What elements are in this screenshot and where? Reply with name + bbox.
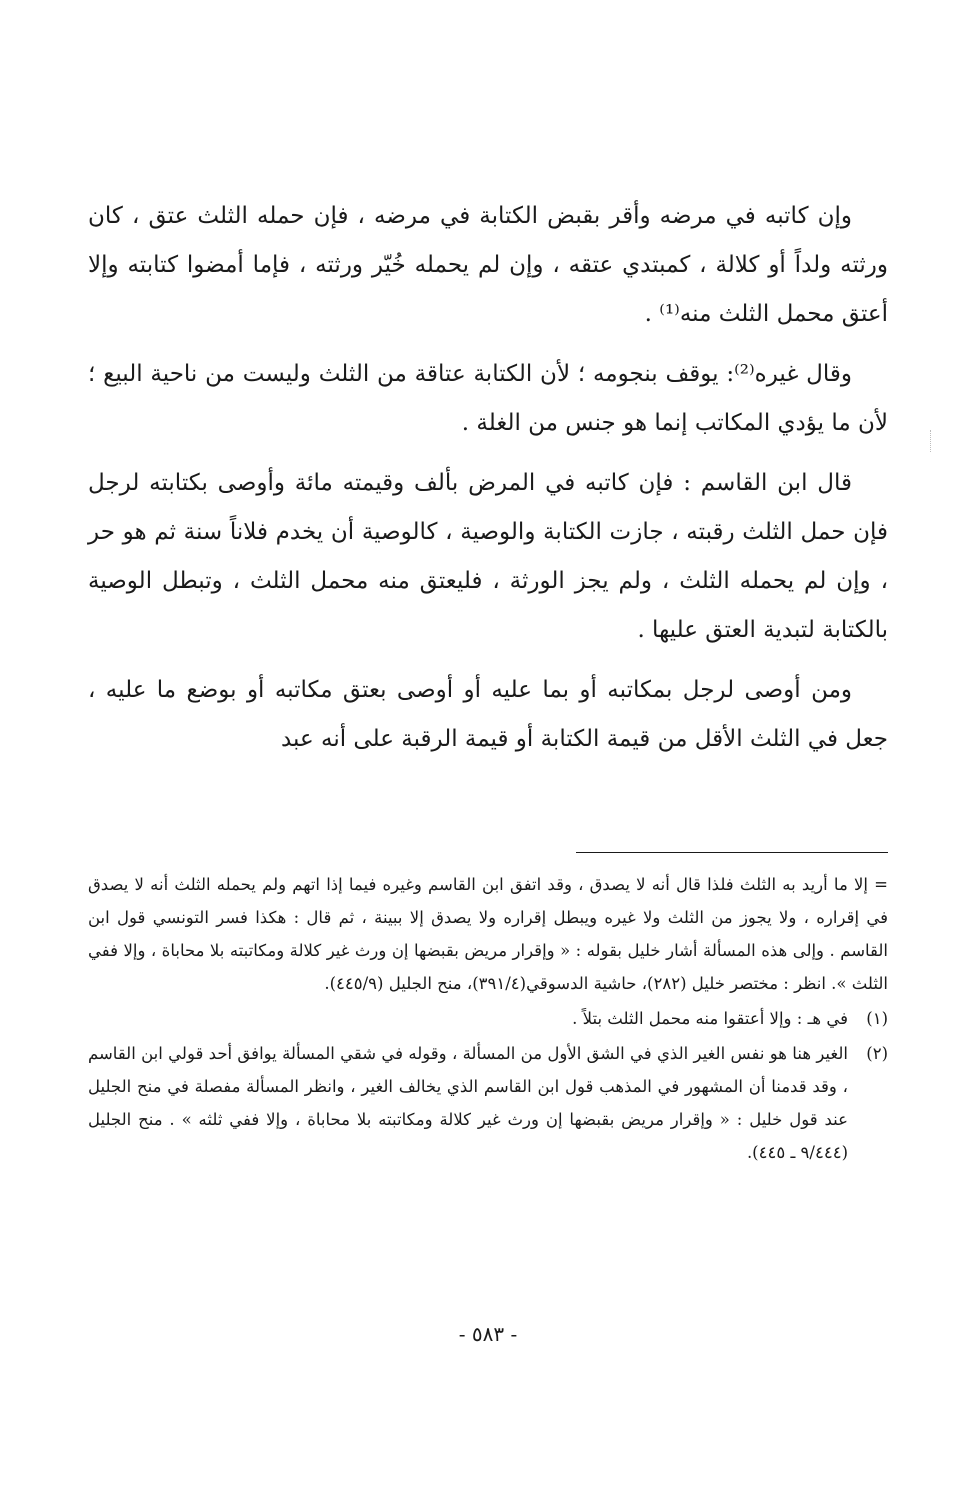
main-text	[88, 192, 888, 775]
main-paragraph-4: ومن أوصى لرجل بمكاتبه أو بما عليه أو أوصى بعتق مكاتبه أو بوضع ما عليه ، جعل في الثلث الأقل من قيمة الكتابة أو قيمة الرقبة على أنه عبد	[88, 677, 888, 752]
footnote-number: (١)	[866, 1009, 888, 1028]
footnote-2	[88, 1037, 888, 1169]
footnotes	[88, 868, 888, 1169]
main-paragraph-3: قال ابن القاسم : فإن كاتبه في المرض بألف وقيمته مائة وأوصى بكتابته لرجل فإن حمل الثلث رقبته ، جازت الكتابة والوصية ، كالوصية أن يخدم فلاناً سنة ثم هو حر ، وإن لم يحمله الثلث ، ولم يجز الورثة ، فليعتق منه محمل الثلث ، وتبطل الوصية بالكتابة لتبدية العتق عليها .	[88, 470, 888, 643]
footnote-continuation: = إلا ما أريد به الثلث فلذا قال أنه لا يصدق ، وقد اتفق ابن القاسم وغيره فيما إذا اتهم ولم يحمله الثلث أنه لا يصدق في إقراره ، ولا يجوز من الثلث ولا غيره ويبطل إقراره ولا يصدق إلا ببينة ، ثم قال : هكذا فسر التونسي قول ابن القاسم . وإلى هذه المسألة أشار خليل بقوله : « وإقرار مريض بقبضها إن ورث غير كلالة ومكاتبته بلا محاباة ، وإلا ففي الثلث ». انظر : مختصر خليل (٢٨٢)، حاشية الدسوقي(٣٩١/٤)، منح الجليل (٤٤٥/٩).	[88, 875, 888, 993]
footnote-text: الغير هنا هو نفس الغير الذي في الشق الأول من المسألة ، وقوله في شقي المسألة يوافق أحد قولي ابن القاسم ، وقد قدمنا أن المشهور في المذهب قول ابن القاسم الذي يخالف الغير ، وانظر المسألة مفصلة في منح الجليل عند قول خليل : « وإقرار مريض بقبضها إن ورث غير كلالة ومكاتبته بلا محاباة ، وإلا ففي ثلثه » . منح الجليل (٩/٤٤٤ ـ ٤٤٥).	[88, 1044, 848, 1162]
main-paragraph-2: وقال غيره⁽²⁾: يوقف بنجومه ؛ لأن الكتابة عتاقة من الثلث وليست من ناحية البيع ؛ لأن ما يؤدي المكاتب إنما هو جنس من الغلة .	[88, 361, 888, 436]
margin-mark	[930, 430, 931, 452]
footnote-number: (٢)	[866, 1044, 888, 1063]
main-paragraph-1: وإن كاتبه في مرضه وأقر بقبض الكتابة في مرضه ، فإن حمله الثلث عتق ، كان ورثته ولداً أو كلالة ، كمبتدي عتقه ، وإن لم يحمله خُيّر ورثته ، فإما أمضوا كتابته وإلا أعتق محمل الثلث منه⁽¹⁾ .	[88, 203, 889, 327]
page-number: - ٥٨٣ -	[458, 1322, 518, 1346]
footnote-separator	[576, 852, 888, 853]
document-page	[88, 0, 888, 1494]
footnote-1	[88, 1002, 888, 1035]
footnote-text: في هـ : وإلا أعتقوا منه محمل الثلث بتلاً .	[572, 1009, 848, 1028]
